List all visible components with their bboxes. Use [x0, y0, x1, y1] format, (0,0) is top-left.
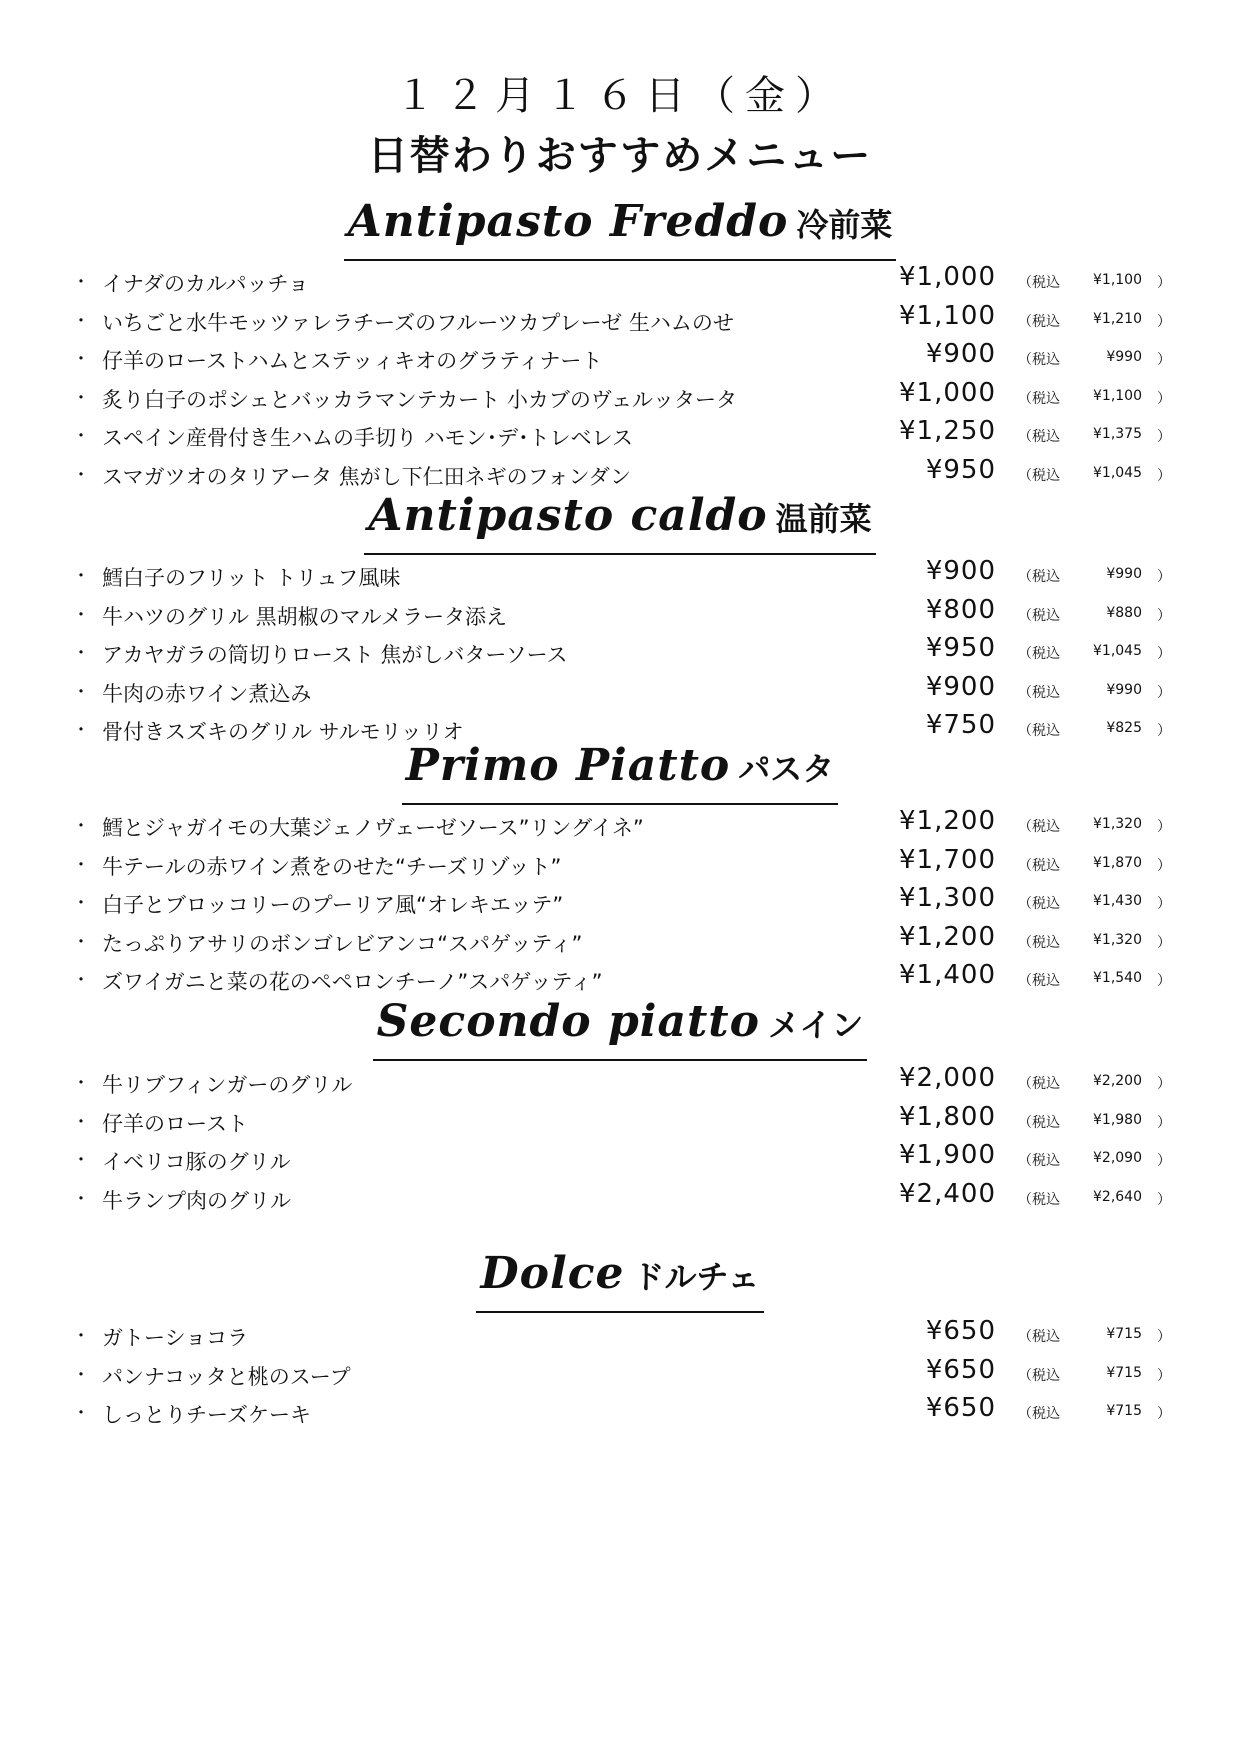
tax-included-price: ¥990 [1106, 566, 1142, 582]
item-price: ¥2,000 [899, 1063, 996, 1093]
tax-included-price: ¥1,100 [1093, 272, 1142, 288]
section-title-latin: Dolce [480, 1248, 625, 1299]
section-title-latin: Antipasto caldo [368, 490, 768, 541]
tax-open-paren: （ [1018, 275, 1032, 291]
item-bullet: ・ [72, 1364, 90, 1386]
tax-close-paren: ） [1157, 896, 1171, 912]
item-price: ¥1,300 [899, 883, 996, 913]
menu-item-row [0, 883, 1240, 921]
tax-close-paren: ） [1157, 467, 1171, 484]
item-name: 炙り白子のポシェとバッカラマンテカート 小カブのヴェルッタータ [102, 387, 737, 412]
tax-included-label: 税込 [1032, 1367, 1060, 1384]
tax-close-paren: ） [1157, 1329, 1171, 1345]
item-name: しっとりチーズケーキ [102, 1403, 311, 1427]
section-heading [0, 196, 1240, 256]
tax-open-paren: （ [1018, 1114, 1032, 1131]
menu-item-row [0, 922, 1240, 960]
item-price: ¥650 [925, 1316, 996, 1346]
item-bullet: ・ [72, 931, 90, 953]
section-heading [0, 1248, 1240, 1308]
tax-included-price: ¥2,200 [1093, 1073, 1142, 1089]
menu-item-row [0, 845, 1240, 883]
section-title-japanese: メイン [767, 1006, 864, 1044]
item-name: 鱈白子のフリット トリュフ風味 [102, 566, 401, 590]
item-name: いちごと水牛モッツァレラチーズのフルーツカプレーゼ 生ハムのせ [102, 310, 734, 335]
tax-close-paren: ） [1157, 973, 1171, 989]
item-name: パンナコッタと桃のスープ [102, 1364, 351, 1389]
tax-open-paren: （ [1018, 429, 1032, 445]
section-heading-underline [344, 196, 897, 261]
tax-open-paren: （ [1018, 973, 1032, 989]
tax-close-paren: ） [1157, 684, 1171, 701]
section-heading [0, 740, 1240, 800]
tax-included-label: 税込 [1032, 390, 1060, 407]
tax-included-label: 税込 [1032, 934, 1060, 951]
tax-included-label: 税込 [1032, 723, 1060, 739]
tax-included-price: ¥990 [1106, 349, 1142, 365]
tax-included-price: ¥1,045 [1093, 643, 1142, 659]
tax-included-price: ¥1,430 [1093, 893, 1142, 909]
tax-included-label: 税込 [1032, 819, 1060, 835]
item-name: 仔羊のロースト [102, 1111, 248, 1136]
item-name: 白子とブロッコリーのプーリア風“オレキエッテ” [102, 893, 564, 917]
tax-open-paren: （ [1018, 467, 1032, 484]
tax-included-label: 税込 [1032, 896, 1060, 912]
item-name: アカヤガラの筒切りロースト 焦がしバターソース [102, 643, 568, 667]
tax-open-paren: （ [1018, 1406, 1032, 1422]
item-price: ¥1,900 [899, 1140, 996, 1170]
item-price: ¥1,000 [899, 377, 996, 408]
section-heading [0, 490, 1240, 550]
tax-included-label: 税込 [1032, 429, 1060, 445]
tax-close-paren: ） [1157, 607, 1171, 624]
section-title-japanese: 温前菜 [775, 500, 872, 538]
tax-open-paren: （ [1018, 819, 1032, 835]
item-name: スペイン産骨付き生ハムの手切り ハモン･デ･トレベレス [102, 426, 634, 450]
menu-item-row [0, 672, 1240, 710]
tax-included-label: 税込 [1032, 313, 1060, 330]
item-price: ¥950 [925, 633, 996, 663]
tax-open-paren: （ [1018, 313, 1032, 330]
tax-included-price: ¥990 [1106, 681, 1142, 698]
tax-included-label: 税込 [1032, 1114, 1060, 1131]
tax-close-paren: ） [1157, 1076, 1171, 1092]
tax-close-paren: ） [1157, 569, 1171, 585]
tax-close-paren: ） [1157, 1153, 1171, 1169]
item-price: ¥1,800 [899, 1101, 996, 1132]
tax-included-label: 税込 [1032, 973, 1060, 989]
tax-included-label: 税込 [1032, 1076, 1060, 1092]
item-bullet: ・ [72, 1073, 90, 1094]
item-bullet: ・ [72, 1188, 90, 1210]
item-bullet: ・ [72, 893, 90, 914]
item-bullet: ・ [72, 464, 90, 486]
tax-included-label: 税込 [1032, 275, 1060, 291]
item-bullet: ・ [72, 1403, 90, 1424]
item-price: ¥1,250 [899, 416, 996, 446]
item-price: ¥1,700 [899, 844, 996, 875]
tax-open-paren: （ [1018, 1076, 1032, 1092]
item-price: ¥650 [925, 1393, 996, 1423]
section-title-japanese: パスタ [738, 750, 835, 788]
item-price: ¥800 [925, 594, 996, 625]
item-bullet: ・ [72, 566, 90, 587]
menu-item-row [0, 262, 1240, 300]
tax-open-paren: （ [1018, 896, 1032, 912]
item-bullet: ・ [72, 310, 90, 332]
menu-title: 日替わりおすすめメニュー [367, 133, 873, 179]
item-price: ¥1,100 [899, 300, 996, 331]
menu-item-row [0, 1393, 1240, 1431]
menu-item-row [0, 416, 1240, 454]
tax-open-paren: （ [1018, 934, 1032, 951]
item-bullet: ・ [72, 387, 90, 409]
tax-included-price: ¥825 [1106, 720, 1142, 736]
tax-open-paren: （ [1018, 607, 1032, 624]
menu-date: １２月１６日（金） [395, 73, 845, 119]
menu-item-row [0, 633, 1240, 671]
tax-included-price: ¥715 [1106, 1364, 1142, 1381]
item-name: 牛ハツのグリル 黒胡椒のマルメラータ添え [102, 604, 508, 629]
item-price: ¥1,000 [899, 262, 996, 292]
section-title-japanese: 冷前菜 [796, 206, 893, 244]
item-name: たっぷりアサリのボンゴレビアンコ“スパゲッティ” [102, 931, 583, 956]
menu-item-row [0, 378, 1240, 416]
tax-included-label: 税込 [1032, 684, 1060, 701]
item-price: ¥650 [925, 1354, 996, 1385]
tax-open-paren: （ [1018, 723, 1032, 739]
tax-close-paren: ） [1157, 313, 1171, 330]
item-price: ¥950 [925, 454, 996, 485]
menu-item-row [0, 1063, 1240, 1101]
tax-open-paren: （ [1018, 352, 1032, 368]
tax-close-paren: ） [1157, 819, 1171, 835]
item-price: ¥1,200 [899, 921, 996, 952]
item-bullet: ・ [72, 426, 90, 447]
tax-included-price: ¥1,375 [1093, 426, 1142, 442]
section-heading-underline [364, 490, 875, 555]
section-title-japanese: ドルチェ [632, 1258, 760, 1296]
tax-included-price: ¥1,540 [1093, 970, 1142, 986]
item-bullet: ・ [72, 1150, 90, 1171]
tax-close-paren: ） [1157, 934, 1171, 951]
menu-item-row [0, 455, 1240, 493]
item-bullet: ・ [72, 816, 90, 837]
tax-open-paren: （ [1018, 1329, 1032, 1345]
section-title-latin: Secondo piatto [376, 996, 760, 1047]
menu-item-row [0, 556, 1240, 594]
item-bullet: ・ [72, 349, 90, 370]
item-name: 仔羊のローストハムとステッィキオのグラティナート [102, 349, 603, 373]
tax-included-price: ¥715 [1106, 1403, 1142, 1419]
item-bullet: ・ [72, 970, 90, 991]
tax-close-paren: ） [1157, 1406, 1171, 1422]
tax-included-price: ¥2,090 [1093, 1150, 1142, 1166]
menu-item-row [0, 339, 1240, 377]
tax-open-paren: （ [1018, 1367, 1032, 1384]
section-heading [0, 996, 1240, 1056]
item-name: 骨付きスズキのグリル サルモリッリオ [102, 720, 464, 744]
tax-included-label: 税込 [1032, 1329, 1060, 1345]
item-name: スマガツオのタリアータ 焦がし下仁田ネギのフォンダン [102, 464, 631, 489]
item-bullet: ・ [72, 272, 90, 293]
tax-included-price: ¥1,980 [1093, 1111, 1142, 1128]
item-price: ¥900 [925, 671, 996, 702]
tax-close-paren: ） [1157, 1191, 1171, 1208]
tax-included-price: ¥1,320 [1093, 931, 1142, 948]
menu-item-row [0, 301, 1240, 339]
menu-item-row [0, 1140, 1240, 1178]
tax-close-paren: ） [1157, 390, 1171, 407]
item-name: 牛リブフィンガーのグリル [102, 1073, 353, 1097]
item-bullet: ・ [72, 681, 90, 703]
tax-included-label: 税込 [1032, 646, 1060, 662]
menu-item-row [0, 1179, 1240, 1217]
tax-open-paren: （ [1018, 390, 1032, 407]
menu-item-row [0, 1316, 1240, 1354]
item-price: ¥1,200 [899, 806, 996, 836]
item-name: 牛ランプ肉のグリル [102, 1188, 291, 1213]
tax-included-price: ¥1,870 [1093, 854, 1142, 871]
item-name: イベリコ豚のグリル [102, 1150, 291, 1174]
item-bullet: ・ [72, 604, 90, 626]
tax-close-paren: ） [1157, 857, 1171, 874]
tax-included-price: ¥2,640 [1093, 1188, 1142, 1205]
item-price: ¥900 [925, 339, 996, 369]
item-name: ズワイガニと菜の花のペペロンチーノ”スパゲッティ” [102, 970, 603, 994]
tax-close-paren: ） [1157, 275, 1171, 291]
tax-included-label: 税込 [1032, 467, 1060, 484]
menu-item-row [0, 806, 1240, 844]
item-name: 牛テールの赤ワイン煮をのせた“チーズリゾット” [102, 854, 562, 879]
item-name: 鱈とジャガイモの大葉ジェノヴェーゼソース”リングイネ” [102, 816, 644, 840]
tax-open-paren: （ [1018, 646, 1032, 662]
tax-included-label: 税込 [1032, 1153, 1060, 1169]
item-bullet: ・ [72, 720, 90, 741]
item-price: ¥900 [925, 556, 996, 586]
menu-item-row [0, 960, 1240, 998]
tax-open-paren: （ [1018, 1191, 1032, 1208]
section-title-latin: Antipasto Freddo [347, 196, 789, 247]
section-title-latin: Primo Piatto [405, 740, 731, 791]
tax-close-paren: ） [1157, 429, 1171, 445]
tax-open-paren: （ [1018, 569, 1032, 585]
section-heading-underline [373, 996, 868, 1061]
tax-open-paren: （ [1018, 684, 1032, 701]
tax-close-paren: ） [1157, 1367, 1171, 1384]
section-heading-underline [476, 1248, 763, 1313]
tax-included-price: ¥1,320 [1093, 816, 1142, 832]
tax-included-label: 税込 [1032, 569, 1060, 585]
item-bullet: ・ [72, 643, 90, 664]
tax-included-price: ¥1,100 [1093, 387, 1142, 404]
tax-close-paren: ） [1157, 1114, 1171, 1131]
item-price: ¥2,400 [899, 1178, 996, 1209]
tax-included-price: ¥1,210 [1093, 310, 1142, 327]
item-bullet: ・ [72, 1111, 90, 1133]
tax-included-price: ¥880 [1106, 604, 1142, 621]
menu-item-row [0, 1102, 1240, 1140]
section-heading-underline [402, 740, 839, 805]
tax-open-paren: （ [1018, 857, 1032, 874]
tax-included-label: 税込 [1032, 1191, 1060, 1208]
item-name: 牛肉の赤ワイン煮込み [102, 681, 312, 706]
tax-included-label: 税込 [1032, 352, 1060, 368]
tax-included-label: 税込 [1032, 857, 1060, 874]
item-price: ¥1,400 [899, 960, 996, 990]
tax-included-label: 税込 [1032, 1406, 1060, 1422]
menu-item-row [0, 595, 1240, 633]
tax-included-price: ¥715 [1106, 1326, 1142, 1342]
menu-item-row [0, 1355, 1240, 1393]
item-bullet: ・ [72, 1326, 90, 1347]
tax-close-paren: ） [1157, 723, 1171, 739]
tax-close-paren: ） [1157, 352, 1171, 368]
item-bullet: ・ [72, 854, 90, 876]
item-price: ¥750 [925, 710, 996, 740]
tax-included-label: 税込 [1032, 607, 1060, 624]
tax-close-paren: ） [1157, 646, 1171, 662]
item-name: ガトーショコラ [102, 1326, 249, 1350]
tax-open-paren: （ [1018, 1153, 1032, 1169]
tax-included-price: ¥1,045 [1093, 464, 1142, 481]
item-name: イナダのカルパッチョ [102, 272, 309, 296]
